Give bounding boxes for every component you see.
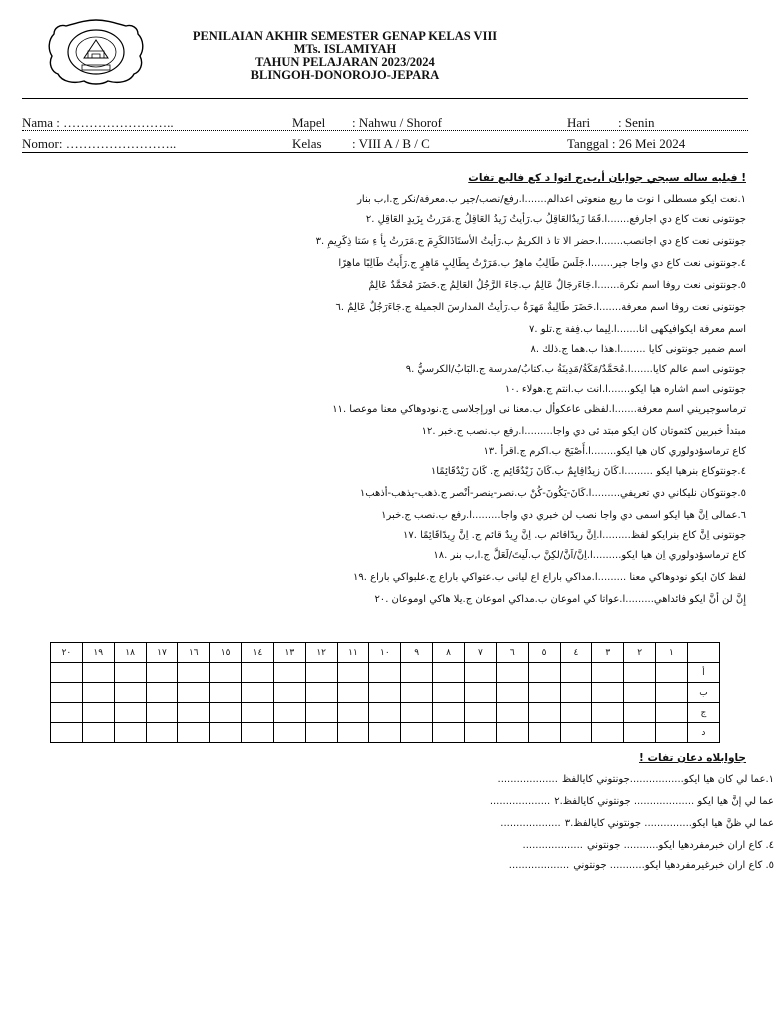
answer-grid-number: ٢٠ — [51, 643, 83, 663]
kelas-label: Kelas — [292, 136, 322, 151]
answer-cell[interactable] — [305, 703, 337, 723]
answer-grid-option-label: أ — [687, 663, 719, 683]
answer-cell[interactable] — [369, 723, 401, 743]
answer-cell[interactable] — [560, 663, 592, 683]
answer-grid-row — [51, 703, 720, 723]
answer-cell[interactable] — [82, 683, 114, 703]
answer-grid-number: ١٥ — [210, 643, 242, 663]
answer-cell[interactable] — [369, 663, 401, 683]
answer-grid-option-label: ب — [687, 683, 719, 703]
answer-cell[interactable] — [82, 723, 114, 743]
answer-grid-number: ٧ — [464, 643, 496, 663]
answer-cell[interactable] — [242, 723, 274, 743]
essay-answer-blank[interactable]: ................... — [500, 818, 561, 829]
answer-cell[interactable] — [464, 723, 496, 743]
answer-cell[interactable] — [401, 703, 433, 723]
answer-cell[interactable] — [496, 683, 528, 703]
answer-cell[interactable] — [464, 683, 496, 703]
answer-cell[interactable] — [178, 663, 210, 683]
nomor-field: Nomor: …………………….. — [22, 136, 177, 151]
answer-grid-option-label: ج — [687, 703, 719, 723]
answer-cell[interactable] — [51, 663, 83, 683]
hari-value: : Senin — [618, 115, 655, 130]
answer-grid-row — [51, 723, 720, 743]
answer-cell[interactable] — [401, 663, 433, 683]
answer-grid-number: ١٧ — [146, 643, 178, 663]
identity-row-divider — [22, 130, 748, 131]
answer-cell[interactable] — [496, 703, 528, 723]
answer-cell[interactable] — [114, 683, 146, 703]
answer-cell[interactable] — [146, 683, 178, 703]
question-19: لفظ كانَ ايكو نودوهاكي معنا .........ا.مداكي باراع اع ليانى ب.عتواكي باراع ج.علبواكي باراع .١٩ — [353, 572, 746, 583]
answer-cell[interactable] — [51, 703, 83, 723]
question-5: ٥.جونتونى نعت روفا اسم نكرة.......ا.جَاءَرجَالٌ عَالِمٌ ب.جَاءَ الرَّجُلُ العَالِمُ ج.حَضَرَ مُحَمَّدٌ عَالِمٌ — [368, 280, 746, 291]
essay-question-2 — [440, 796, 774, 807]
answer-cell[interactable] — [114, 723, 146, 743]
question-20: إِنَّ لن أنَّ ايكو فائداهي.........ا.عواتا كي اموعان ب.مداكي اموعان ج.يلا هاكي اوموعان .٢٠ — [374, 594, 746, 605]
answer-cell[interactable] — [592, 723, 624, 743]
question-17: جونتونى اِنَّ كاع بنرايكو لفظ.........ا.اِنَّ ريدًاقائم ب. اِنَّ رِيدٌ قائم ج. اِنَّ رِيدًاقَائِمًا .١٧ — [402, 530, 746, 541]
essay-answer-blank[interactable]: ................... — [522, 840, 583, 851]
answer-cell[interactable] — [433, 723, 465, 743]
answer-grid-number: ٨ — [433, 643, 465, 663]
answer-cell[interactable] — [560, 703, 592, 723]
answer-cell[interactable] — [114, 703, 146, 723]
answer-cell[interactable] — [464, 663, 496, 683]
question-15: ٥.جونتوكان نليكاني دي تعريفي.........ا.كَانَ-يَكُونَ-كُنْ ب.نصر-ينصر-أنْصر ج.ذهب-يذهب-أذهب١ — [359, 488, 746, 499]
answer-grid-corner — [687, 643, 719, 663]
answer-cell[interactable] — [273, 723, 305, 743]
answer-cell[interactable] — [496, 723, 528, 743]
answer-cell[interactable] — [656, 703, 688, 723]
answer-cell[interactable] — [592, 683, 624, 703]
answer-cell[interactable] — [592, 663, 624, 683]
answer-cell[interactable] — [51, 723, 83, 743]
answer-cell[interactable] — [273, 703, 305, 723]
answer-cell[interactable] — [624, 703, 656, 723]
answer-cell[interactable] — [178, 703, 210, 723]
answer-grid-option-label: د — [687, 723, 719, 743]
school-title-line-1: PENILAIAN AKHIR SEMESTER GENAP KELAS VIII — [192, 29, 498, 43]
answer-cell[interactable] — [146, 703, 178, 723]
answer-grid-number: ١٢ — [305, 643, 337, 663]
answer-cell[interactable] — [82, 703, 114, 723]
answer-cell[interactable] — [337, 683, 369, 703]
mapel-value: : Nahwu / Shorof — [352, 115, 442, 130]
answer-cell[interactable] — [401, 683, 433, 703]
answer-grid-number: ١ — [656, 643, 688, 663]
school-title-line-4: BLINGOH-DONOROJO-JEPARA — [250, 68, 440, 82]
answer-cell[interactable] — [656, 683, 688, 703]
essay-question-text: عما لي إنَّ هيا ايكو ................... جونتوني كايالفظ.٢ — [554, 796, 774, 807]
answer-grid-number: ١٨ — [114, 643, 146, 663]
answer-cell[interactable] — [560, 723, 592, 743]
answer-cell[interactable] — [210, 723, 242, 743]
answer-cell[interactable] — [496, 663, 528, 683]
question-7: اسم معرفة ايكوافيكهى انا.......ا.لِيما ب.فِفة ج.تلو .٧ — [529, 324, 746, 335]
answer-cell[interactable] — [656, 663, 688, 683]
mapel-label: Mapel — [292, 115, 326, 130]
answer-cell[interactable] — [178, 683, 210, 703]
essay-question-5 — [440, 860, 774, 871]
answer-cell[interactable] — [464, 703, 496, 723]
answer-cell[interactable] — [51, 683, 83, 703]
answer-grid-number: ١١ — [337, 643, 369, 663]
answer-grid-header-row — [51, 643, 720, 663]
answer-cell[interactable] — [146, 663, 178, 683]
answer-cell[interactable] — [528, 683, 560, 703]
answer-grid-row — [51, 663, 720, 683]
hari-label: Hari — [567, 115, 591, 130]
answer-grid-number: ٣ — [592, 643, 624, 663]
answer-grid-number: ٤ — [560, 643, 592, 663]
answer-cell[interactable] — [560, 683, 592, 703]
school-title-line-2: MTs. ISLAMIYAH — [293, 42, 397, 56]
question-12: مبتدأ خبربين كثموتان كان ايكو مبتد ئى دي واجا.........ا.رفع ب.نصب ج.خبر .١٢ — [421, 426, 746, 437]
identity-divider — [22, 152, 748, 153]
question-6: جونتونى نعت روفا اسم معرفة.......ا.حَضَرَ طَالِبةٌ مَهرَةٌ ب.رَأيتُ المدارسَ الجميلة ج.جَاءَرَجُلٌ عَالِمٌ .٦ — [335, 302, 746, 313]
question-11: ترماسوجيريني اسم معرفة.......ا.لفظى عاعكوأل ب.معنا نى اورإجلاسى ج.نودوهاكي معنا موعصا .١١ — [332, 404, 746, 415]
question-2: جونتونى نعت كاع دي اجارفع.......ا.قَمَا زَيدٌالعَاقِلُ ب.رَأيتُ زَيدُ العَاقِلُ ج.مَرَرتُ بِزَيدٍ العَاقِلِ .٢ — [365, 214, 746, 225]
answer-cell[interactable] — [242, 703, 274, 723]
essay-question-1 — [440, 774, 774, 785]
header-divider — [22, 98, 748, 99]
school-title-line-3: TAHUN PELAJARAN 2023/2024 — [255, 55, 435, 69]
essay-question-text: ٤. كاع اران خبرمفردهيا ايكو........... جونتوني — [586, 840, 774, 851]
answer-cell[interactable] — [114, 663, 146, 683]
answer-cell[interactable] — [337, 723, 369, 743]
kelas-value: : VIII A / B / C — [352, 136, 430, 151]
answer-grid-number: ١٩ — [82, 643, 114, 663]
essay-question-text: عما لي ظنَّ هيا ايكو............... جونتوني كايالفظ.٣ — [564, 818, 774, 829]
answer-grid-number: ١٦ — [178, 643, 210, 663]
essay-answer-blank[interactable]: ................... — [497, 774, 558, 785]
answer-cell[interactable] — [369, 703, 401, 723]
answer-cell[interactable] — [401, 723, 433, 743]
question-10: جونتونى اسم اشاره هيا ايكو.......ا.انت ب.انتم ج.هولاء .١٠ — [504, 384, 746, 395]
answer-cell[interactable] — [305, 723, 337, 743]
answer-grid-number: ٢ — [624, 643, 656, 663]
answer-cell[interactable] — [592, 703, 624, 723]
essay-question-text: ٥. كاع اران خبرغيرمفردهيا ايكو........... جونتوني — [573, 860, 774, 871]
nama-field: Nama : …………………….. — [22, 115, 174, 130]
answer-cell[interactable] — [433, 703, 465, 723]
section1-instruction: ! فيليه ساله سيجي جوابان أ,ب,ج اتوا د كع فاليع تفات — [468, 172, 746, 184]
essay-question-4 — [440, 840, 774, 851]
answer-cell[interactable] — [146, 723, 178, 743]
question-14: ٤.جونتوكاع بنرهيا ايكو .........ا.كَانَ زيدٌاقِايِمٌ ب.كَانَ زَيْدٌقَائِم ج. كَانَ زَيْدٌقَائِمًا١ — [430, 466, 746, 477]
answer-cell[interactable] — [337, 663, 369, 683]
answer-cell[interactable] — [369, 683, 401, 703]
answer-cell[interactable] — [433, 683, 465, 703]
essay-answer-blank[interactable]: ................... — [508, 860, 570, 871]
answer-cell[interactable] — [273, 663, 305, 683]
answer-cell[interactable] — [210, 663, 242, 683]
answer-grid-number: ٥ — [528, 643, 560, 663]
answer-grid-number: ١٤ — [242, 643, 274, 663]
question-13: كاع ترماسؤدولوري كان هيا ايكو........ا.أَصْبَحَ ب.اكرم ج.اقرأ .١٣ — [483, 446, 746, 457]
answer-cell[interactable] — [242, 663, 274, 683]
essay-answer-blank[interactable]: ................... — [489, 796, 551, 807]
answer-cell[interactable] — [305, 663, 337, 683]
answer-grid-number: ٦ — [496, 643, 528, 663]
answer-cell[interactable] — [210, 703, 242, 723]
question-8: اسم ضمير جونتونى كايا ........ا.هذا ب.هما ج.ذلك .٨ — [530, 344, 746, 355]
question-3: جونتونى نعت كاع دي اجانصب.......ا.حضر الا تا ذ الكريمُ ب.رَأيتُ الأستَاذَالكَرِمَ ج.مَرَرتُ بِأ ءِ سَتا ذِكَرِيمِ .٣ — [315, 236, 746, 247]
answer-cell[interactable] — [624, 663, 656, 683]
answer-cell[interactable] — [528, 663, 560, 683]
answer-cell[interactable] — [305, 683, 337, 703]
answer-cell[interactable] — [656, 723, 688, 743]
question-1: ١.نعت ايكو مسطلى ا نوت ما ريع منعوتى اعدالم.......ا.رفع/نصب/جير ب.معرفة/نكر ج.ا,ب بنار — [357, 194, 746, 205]
answer-grid-number: ١٠ — [369, 643, 401, 663]
answer-cell[interactable] — [210, 683, 242, 703]
answer-cell[interactable] — [273, 683, 305, 703]
answer-cell[interactable] — [624, 723, 656, 743]
answer-cell[interactable] — [82, 663, 114, 683]
answer-cell[interactable] — [337, 703, 369, 723]
essay-question-3 — [440, 818, 774, 829]
madrasah-logo — [46, 18, 146, 86]
essay-question-text: ١.عما لي كان هيا ايكو.................جونتوني كايالفظ — [561, 774, 774, 785]
answer-cell[interactable] — [178, 723, 210, 743]
question-4: ٤.جونتونى نعت كاع دي واجا جير.......ا.جَلَسَ طَالِبُ ماهِرٌ ب.مَرَرْتُ بِطَالِبٍ مَاهِرٍ ج.رَأَيتُ طَالِبًا ماهِرًا — [338, 258, 746, 269]
answer-grid — [50, 642, 720, 743]
answer-cell[interactable] — [624, 683, 656, 703]
answer-cell[interactable] — [433, 663, 465, 683]
section2-instruction: جاوابلاه دعان تفات ! — [639, 752, 746, 764]
answer-cell[interactable] — [528, 723, 560, 743]
answer-grid-row — [51, 683, 720, 703]
question-16: ٦.عمالى اِنَّ هيا ايكو اسمى دي واجا نصب لن خبري دي واجا.........ا.رفع ب.نصب ج.خبر١ — [381, 510, 746, 521]
answer-cell[interactable] — [242, 683, 274, 703]
answer-grid-number: ١٣ — [273, 643, 305, 663]
answer-grid-number: ٩ — [401, 643, 433, 663]
answer-cell[interactable] — [528, 703, 560, 723]
tanggal-field: Tanggal : 26 Mei 2024 — [567, 136, 686, 151]
question-18: كاع ترماسؤدولوري اِن هيا ايكو.........ا.اِنَّ/اَنَّ/لكِنَّ ب.لَيتَ/لَعَلَّ ج.ا,ب بنر .١٨ — [433, 550, 746, 561]
question-9: جونتونى اسم عالم كايا.......ا.مُحَمَّدٌ/مَكَةُ/مَدِينَةُ ب.كتابُ/مدرسة ج.البَابُ/الكرسيُّ .٩ — [405, 364, 746, 375]
